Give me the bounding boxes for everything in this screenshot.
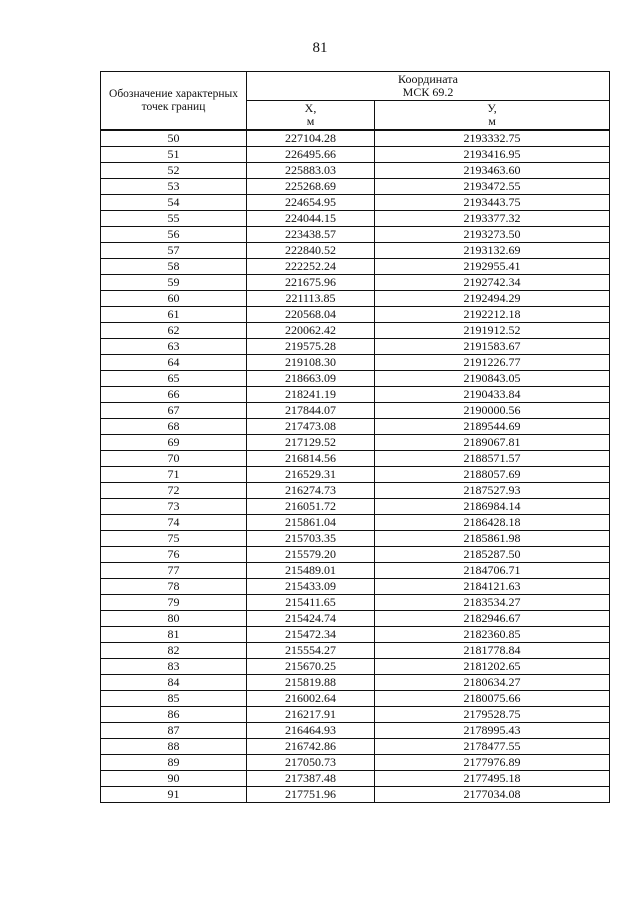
table-row bbox=[101, 707, 610, 723]
x-cell: 215579.20 bbox=[247, 547, 375, 563]
point-cell: 87 bbox=[101, 723, 247, 739]
table-row bbox=[101, 227, 610, 243]
table-row bbox=[101, 147, 610, 163]
table-row bbox=[101, 403, 610, 419]
table-row bbox=[101, 563, 610, 579]
x-cell: 224044.15 bbox=[247, 211, 375, 227]
y-cell: 2186428.18 bbox=[375, 515, 610, 531]
table-row bbox=[101, 419, 610, 435]
y-cell: 2193332.75 bbox=[375, 130, 610, 147]
y-cell: 2186984.14 bbox=[375, 499, 610, 515]
table-row bbox=[101, 291, 610, 307]
point-cell: 52 bbox=[101, 163, 247, 179]
point-cell: 62 bbox=[101, 323, 247, 339]
x-cell: 225268.69 bbox=[247, 179, 375, 195]
point-cell: 80 bbox=[101, 611, 247, 627]
x-cell: 216464.93 bbox=[247, 723, 375, 739]
point-cell: 77 bbox=[101, 563, 247, 579]
point-cell: 89 bbox=[101, 755, 247, 771]
table-row bbox=[101, 371, 610, 387]
x-cell: 215670.25 bbox=[247, 659, 375, 675]
header-y-unit: м bbox=[488, 114, 496, 128]
y-cell: 2180075.66 bbox=[375, 691, 610, 707]
x-cell: 216217.91 bbox=[247, 707, 375, 723]
y-cell: 2177034.08 bbox=[375, 787, 610, 803]
point-cell: 82 bbox=[101, 643, 247, 659]
y-cell: 2192212.18 bbox=[375, 307, 610, 323]
x-cell: 217751.96 bbox=[247, 787, 375, 803]
point-cell: 60 bbox=[101, 291, 247, 307]
table-body bbox=[101, 130, 610, 803]
table-row bbox=[101, 355, 610, 371]
point-cell: 55 bbox=[101, 211, 247, 227]
table-row bbox=[101, 259, 610, 275]
point-cell: 79 bbox=[101, 595, 247, 611]
x-cell: 215411.65 bbox=[247, 595, 375, 611]
table-row bbox=[101, 130, 610, 147]
point-cell: 72 bbox=[101, 483, 247, 499]
y-cell: 2190000.56 bbox=[375, 403, 610, 419]
y-cell: 2182946.67 bbox=[375, 611, 610, 627]
x-cell: 215703.35 bbox=[247, 531, 375, 547]
point-cell: 71 bbox=[101, 467, 247, 483]
point-cell: 51 bbox=[101, 147, 247, 163]
table-row bbox=[101, 499, 610, 515]
point-cell: 85 bbox=[101, 691, 247, 707]
table-row bbox=[101, 787, 610, 803]
x-cell: 216814.56 bbox=[247, 451, 375, 467]
point-cell: 59 bbox=[101, 275, 247, 291]
x-cell: 218663.09 bbox=[247, 371, 375, 387]
x-cell: 217129.52 bbox=[247, 435, 375, 451]
point-cell: 57 bbox=[101, 243, 247, 259]
x-cell: 215861.04 bbox=[247, 515, 375, 531]
table-row bbox=[101, 195, 610, 211]
point-cell: 64 bbox=[101, 355, 247, 371]
table-row bbox=[101, 659, 610, 675]
y-cell: 2190843.05 bbox=[375, 371, 610, 387]
y-cell: 2191583.67 bbox=[375, 339, 610, 355]
x-cell: 217473.08 bbox=[247, 419, 375, 435]
x-cell: 220568.04 bbox=[247, 307, 375, 323]
point-cell: 73 bbox=[101, 499, 247, 515]
x-cell: 217050.73 bbox=[247, 755, 375, 771]
y-cell: 2181778.84 bbox=[375, 643, 610, 659]
table-row bbox=[101, 723, 610, 739]
x-cell: 226495.66 bbox=[247, 147, 375, 163]
y-cell: 2193443.75 bbox=[375, 195, 610, 211]
x-cell: 215554.27 bbox=[247, 643, 375, 659]
table-row bbox=[101, 627, 610, 643]
table-row bbox=[101, 547, 610, 563]
point-cell: 66 bbox=[101, 387, 247, 403]
table-header bbox=[101, 72, 610, 131]
page-number: 81 bbox=[312, 40, 328, 56]
table-row bbox=[101, 675, 610, 691]
table-row bbox=[101, 483, 610, 499]
table-row bbox=[101, 307, 610, 323]
point-cell: 86 bbox=[101, 707, 247, 723]
y-cell: 2188057.69 bbox=[375, 467, 610, 483]
table-row bbox=[101, 771, 610, 787]
table-row bbox=[101, 179, 610, 195]
y-cell: 2182360.85 bbox=[375, 627, 610, 643]
y-cell: 2193416.95 bbox=[375, 147, 610, 163]
point-cell: 75 bbox=[101, 531, 247, 547]
table-row bbox=[101, 451, 610, 467]
point-cell: 68 bbox=[101, 419, 247, 435]
x-cell: 215433.09 bbox=[247, 579, 375, 595]
y-cell: 2193132.69 bbox=[375, 243, 610, 259]
y-cell: 2192742.34 bbox=[375, 275, 610, 291]
x-cell: 215489.01 bbox=[247, 563, 375, 579]
x-cell: 215472.34 bbox=[247, 627, 375, 643]
x-cell: 216051.72 bbox=[247, 499, 375, 515]
y-cell: 2190433.84 bbox=[375, 387, 610, 403]
x-cell: 219108.30 bbox=[247, 355, 375, 371]
point-cell: 58 bbox=[101, 259, 247, 275]
y-cell: 2193463.60 bbox=[375, 163, 610, 179]
table-row bbox=[101, 211, 610, 227]
y-cell: 2193472.55 bbox=[375, 179, 610, 195]
point-cell: 56 bbox=[101, 227, 247, 243]
table-row bbox=[101, 739, 610, 755]
x-cell: 221675.96 bbox=[247, 275, 375, 291]
x-cell: 217844.07 bbox=[247, 403, 375, 419]
point-cell: 69 bbox=[101, 435, 247, 451]
point-cell: 50 bbox=[101, 130, 247, 147]
y-cell: 2189544.69 bbox=[375, 419, 610, 435]
coordinates-table bbox=[100, 71, 610, 803]
table-row bbox=[101, 339, 610, 355]
point-cell: 84 bbox=[101, 675, 247, 691]
y-cell: 2192494.29 bbox=[375, 291, 610, 307]
point-cell: 81 bbox=[101, 627, 247, 643]
y-cell: 2185861.98 bbox=[375, 531, 610, 547]
x-cell: 222840.52 bbox=[247, 243, 375, 259]
x-cell: 221113.85 bbox=[247, 291, 375, 307]
header-coordinate-group bbox=[247, 72, 610, 101]
table-row bbox=[101, 435, 610, 451]
x-cell: 218241.19 bbox=[247, 387, 375, 403]
x-cell: 219575.28 bbox=[247, 339, 375, 355]
table-row bbox=[101, 467, 610, 483]
header-x-unit: м bbox=[306, 114, 315, 128]
table-row bbox=[101, 515, 610, 531]
header-x-label: X, bbox=[304, 101, 317, 115]
x-cell: 216002.64 bbox=[247, 691, 375, 707]
table-row bbox=[101, 163, 610, 179]
x-cell: 216529.31 bbox=[247, 467, 375, 483]
y-cell: 2183534.27 bbox=[375, 595, 610, 611]
y-cell: 2178995.43 bbox=[375, 723, 610, 739]
table-row bbox=[101, 691, 610, 707]
y-cell: 2180634.27 bbox=[375, 675, 610, 691]
header-x bbox=[247, 101, 375, 131]
table-row bbox=[101, 643, 610, 659]
x-cell: 215819.88 bbox=[247, 675, 375, 691]
point-cell: 54 bbox=[101, 195, 247, 211]
point-cell: 90 bbox=[101, 771, 247, 787]
y-cell: 2177976.89 bbox=[375, 755, 610, 771]
y-cell: 2188571.57 bbox=[375, 451, 610, 467]
point-cell: 65 bbox=[101, 371, 247, 387]
table-row bbox=[101, 323, 610, 339]
table-row bbox=[101, 275, 610, 291]
table-row bbox=[101, 531, 610, 547]
y-cell: 2177495.18 bbox=[375, 771, 610, 787]
header-group-line2: МСК 69.2 bbox=[402, 85, 454, 99]
point-cell: 61 bbox=[101, 307, 247, 323]
point-cell: 67 bbox=[101, 403, 247, 419]
y-cell: 2179528.75 bbox=[375, 707, 610, 723]
x-cell: 224654.95 bbox=[247, 195, 375, 211]
coordinates-table-container bbox=[100, 71, 609, 803]
x-cell: 216742.86 bbox=[247, 739, 375, 755]
table-row bbox=[101, 611, 610, 627]
table-row bbox=[101, 579, 610, 595]
y-cell: 2191912.52 bbox=[375, 323, 610, 339]
y-cell: 2178477.55 bbox=[375, 739, 610, 755]
y-cell: 2187527.93 bbox=[375, 483, 610, 499]
y-cell: 2184121.63 bbox=[375, 579, 610, 595]
point-cell: 53 bbox=[101, 179, 247, 195]
point-cell: 74 bbox=[101, 515, 247, 531]
y-cell: 2193273.50 bbox=[375, 227, 610, 243]
y-cell: 2192955.41 bbox=[375, 259, 610, 275]
header-point-label: Обозначение характерных точек границ bbox=[101, 72, 247, 131]
point-cell: 63 bbox=[101, 339, 247, 355]
y-cell: 2185287.50 bbox=[375, 547, 610, 563]
point-cell: 76 bbox=[101, 547, 247, 563]
x-cell: 220062.42 bbox=[247, 323, 375, 339]
table-row bbox=[101, 243, 610, 259]
point-cell: 88 bbox=[101, 739, 247, 755]
table-row bbox=[101, 387, 610, 403]
x-cell: 225883.03 bbox=[247, 163, 375, 179]
point-cell: 78 bbox=[101, 579, 247, 595]
x-cell: 227104.28 bbox=[247, 130, 375, 147]
y-cell: 2181202.65 bbox=[375, 659, 610, 675]
point-cell: 83 bbox=[101, 659, 247, 675]
x-cell: 216274.73 bbox=[247, 483, 375, 499]
header-y bbox=[375, 101, 610, 131]
x-cell: 217387.48 bbox=[247, 771, 375, 787]
y-cell: 2189067.81 bbox=[375, 435, 610, 451]
point-cell: 70 bbox=[101, 451, 247, 467]
table-row bbox=[101, 595, 610, 611]
x-cell: 223438.57 bbox=[247, 227, 375, 243]
y-cell: 2184706.71 bbox=[375, 563, 610, 579]
x-cell: 215424.74 bbox=[247, 611, 375, 627]
header-y-label: У, bbox=[487, 101, 497, 115]
table-row bbox=[101, 755, 610, 771]
y-cell: 2193377.32 bbox=[375, 211, 610, 227]
x-cell: 222252.24 bbox=[247, 259, 375, 275]
y-cell: 2191226.77 bbox=[375, 355, 610, 371]
header-group-line1: Координата bbox=[398, 72, 458, 86]
point-cell: 91 bbox=[101, 787, 247, 803]
